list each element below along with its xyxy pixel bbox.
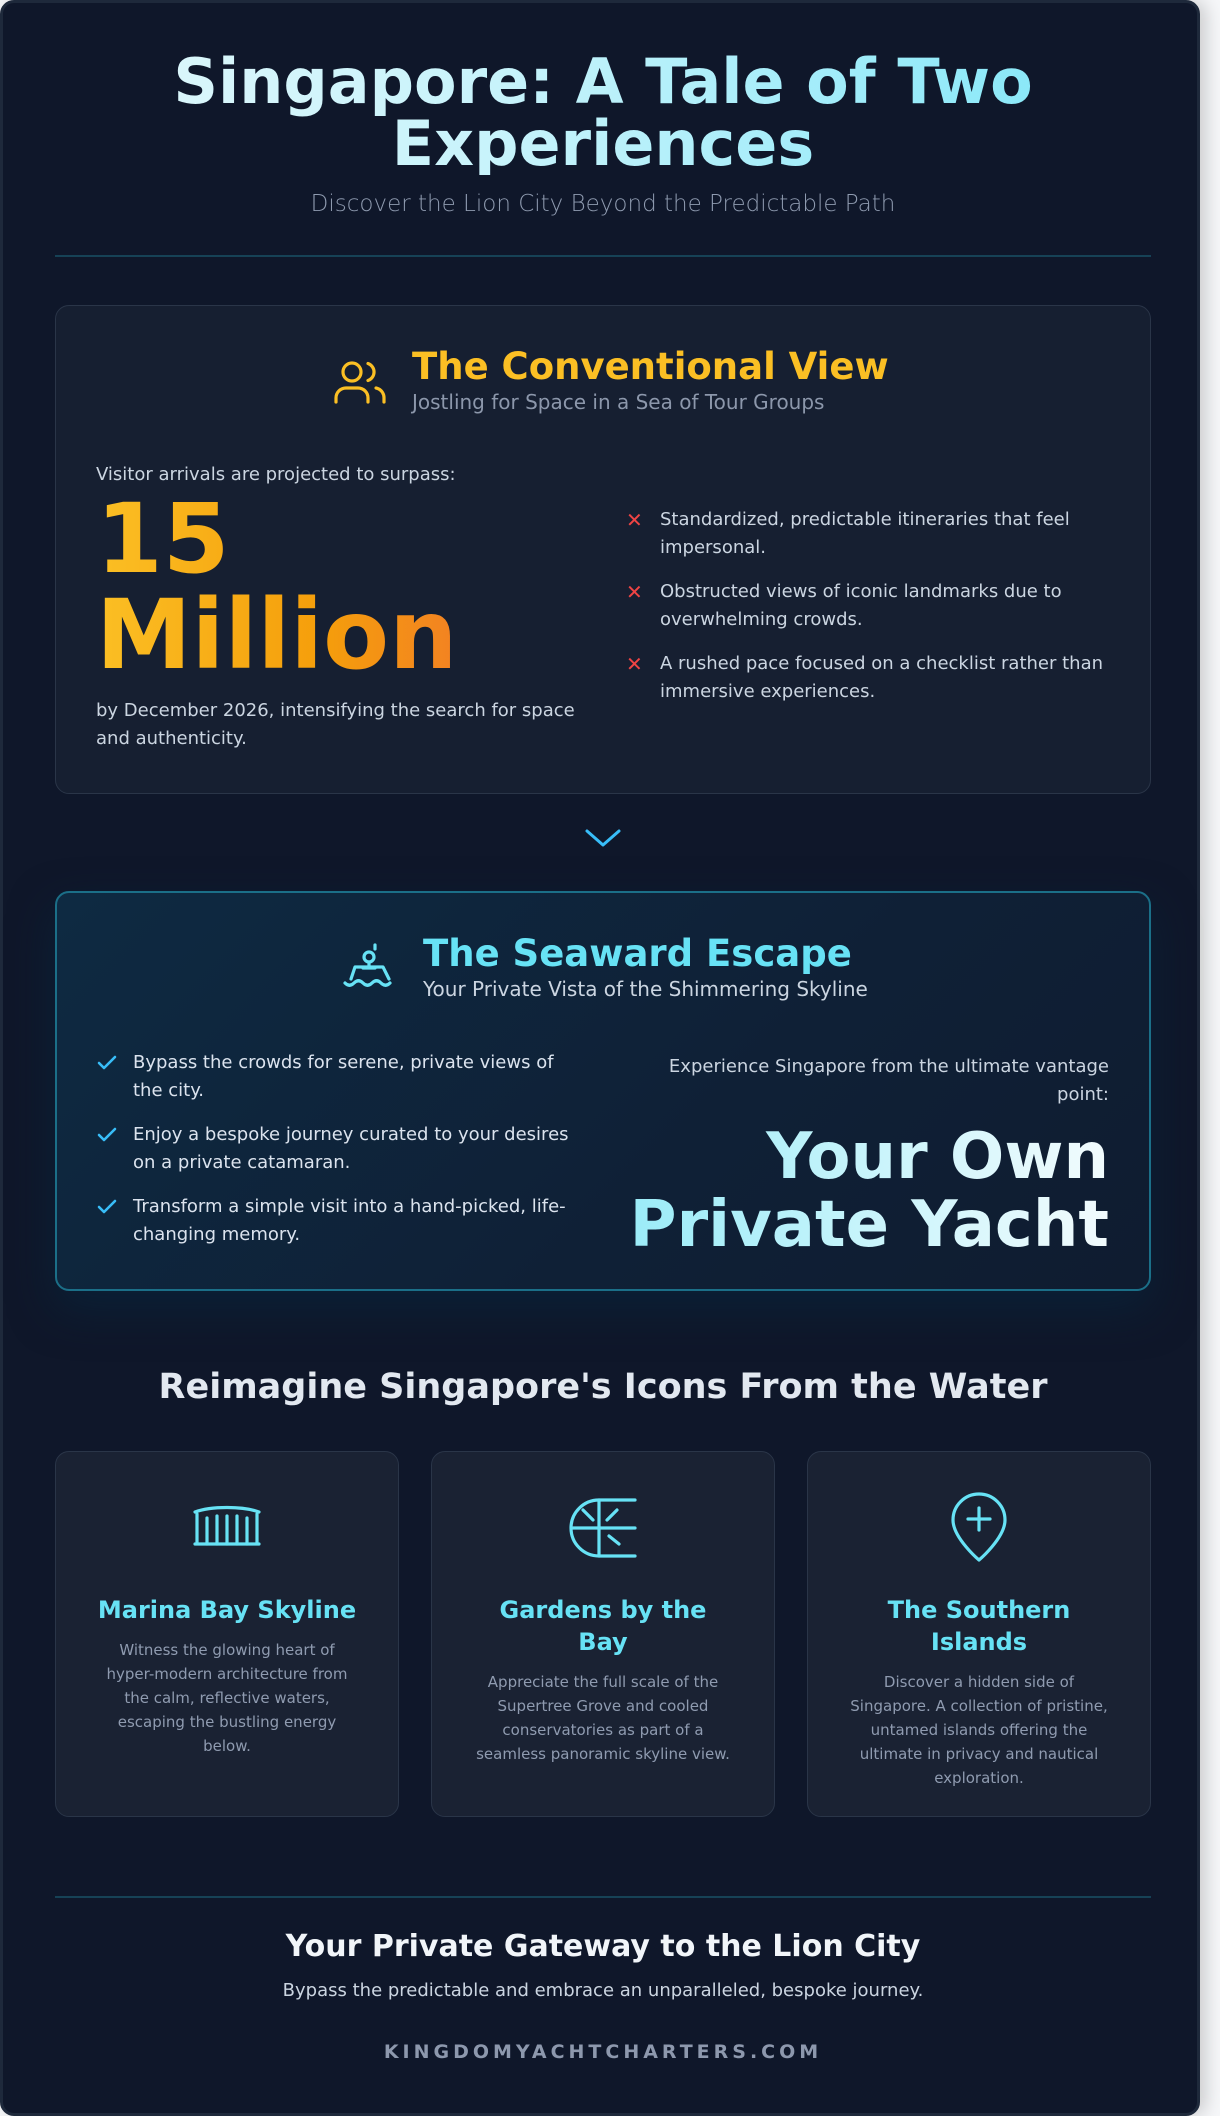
footer-subtitle: Bypass the predictable and embrace an unparalleled, bespoke journey.: [282, 1980, 924, 2001]
check-icon: [97, 1193, 133, 1249]
seaward-escape-card: [55, 891, 1151, 1291]
cross-icon: ✕: [626, 508, 643, 532]
icon-cards: [55, 1451, 1151, 1817]
vantage-block: [629, 1053, 1109, 1262]
check-icon: [97, 1049, 133, 1105]
map-pin-plus-icon: [939, 1488, 1019, 1568]
header: [55, 45, 1151, 217]
benefit-text: Transform a simple visit into a hand-picked, life-changing memory.: [133, 1196, 566, 1245]
footer-title: Your Private Gateway to the Lion City: [285, 1929, 921, 1964]
conventional-view-card: [55, 305, 1151, 794]
seaward-escape-subtitle: Your Private Vista of the Shimmering Skyline: [423, 977, 868, 1001]
list-item: [626, 506, 1116, 562]
stat-label: Visitor arrivals are projected to surpass:: [96, 464, 456, 485]
stat-caption: by December 2026, intensifying the search for space and authenticity.: [96, 700, 575, 749]
stat-number: [96, 483, 596, 691]
drawback-text: A rushed pace focused on a checklist rather than immersive experiences.: [660, 653, 1104, 702]
divider: [55, 255, 1151, 257]
divider: [55, 1896, 1151, 1898]
conventional-view-subtitle: Jostling for Space in a Sea of Tour Groups: [412, 390, 825, 414]
card-title: Marina Bay Skyline: [97, 1596, 357, 1624]
vantage-headline: Your Own Private Yacht: [629, 1120, 1109, 1262]
list-item: [97, 1049, 577, 1105]
visitor-stat: [96, 464, 596, 753]
page-title: Singapore: A Tale of Two Experiences: [55, 51, 1151, 175]
section-title: Reimagine Singapore's Icons From the Water: [158, 1367, 1048, 1407]
footer: [55, 1929, 1151, 2063]
card-text: Discover a hidden side of Singapore. A collection of pristine, untamed islands offering the ultimate in privacy and nautical exploration.: [850, 1673, 1108, 1787]
footer-website[interactable]: KINGDOMYACHTCHARTERS.COM: [383, 2041, 823, 2063]
chevron-down-icon: [581, 823, 625, 853]
card-southern-islands: [807, 1451, 1151, 1817]
benefit-text: Bypass the crowds for serene, private views of the city.: [133, 1052, 554, 1101]
card-gardens: [431, 1451, 775, 1817]
cross-icon: ✕: [626, 652, 643, 676]
conventional-view-header: [326, 346, 889, 418]
drawbacks-list: [626, 506, 1116, 722]
stat-number-unit: Million: [96, 579, 458, 691]
seaward-escape-title: The Seaward Escape: [423, 932, 852, 975]
seaward-escape-header: [337, 933, 868, 1005]
skyline-building-icon: [187, 1488, 267, 1568]
list-item: [626, 650, 1116, 706]
group-of-people-icon: [326, 350, 394, 418]
list-item: [97, 1193, 577, 1249]
card-text: Appreciate the full scale of the Supertree Grove and cooled conservatories as part of a seamless panoramic skyline view.: [476, 1673, 730, 1763]
cross-icon: ✕: [626, 580, 643, 604]
check-icon: [97, 1121, 133, 1177]
stat-number-value: 15: [96, 483, 230, 595]
vantage-label: Experience Singapore from the ultimate vantage point:: [668, 1056, 1109, 1105]
card-title: Gardens by the Bay: [499, 1596, 707, 1656]
person-on-boat-icon: [337, 937, 405, 1005]
card-title: The Southern Islands: [887, 1596, 1071, 1656]
card-text: Witness the glowing heart of hyper-modern architecture from the calm, reflective waters, escaping the bustling energy below.: [106, 1641, 348, 1755]
conventional-view-title: The Conventional View: [412, 345, 889, 388]
page-subtitle: Discover the Lion City Beyond the Predictable Path: [310, 191, 896, 217]
garden-dome-icon: [563, 1488, 643, 1568]
benefits-list: [97, 1049, 577, 1265]
list-item: [97, 1121, 577, 1177]
drawback-text: Obstructed views of iconic landmarks due to overwhelming crowds.: [660, 581, 1062, 630]
drawback-text: Standardized, predictable itineraries that feel impersonal.: [660, 509, 1070, 558]
list-item: [626, 578, 1116, 634]
card-marina-bay: [55, 1451, 399, 1817]
benefit-text: Enjoy a bespoke journey curated to your desires on a private catamaran.: [133, 1124, 569, 1173]
